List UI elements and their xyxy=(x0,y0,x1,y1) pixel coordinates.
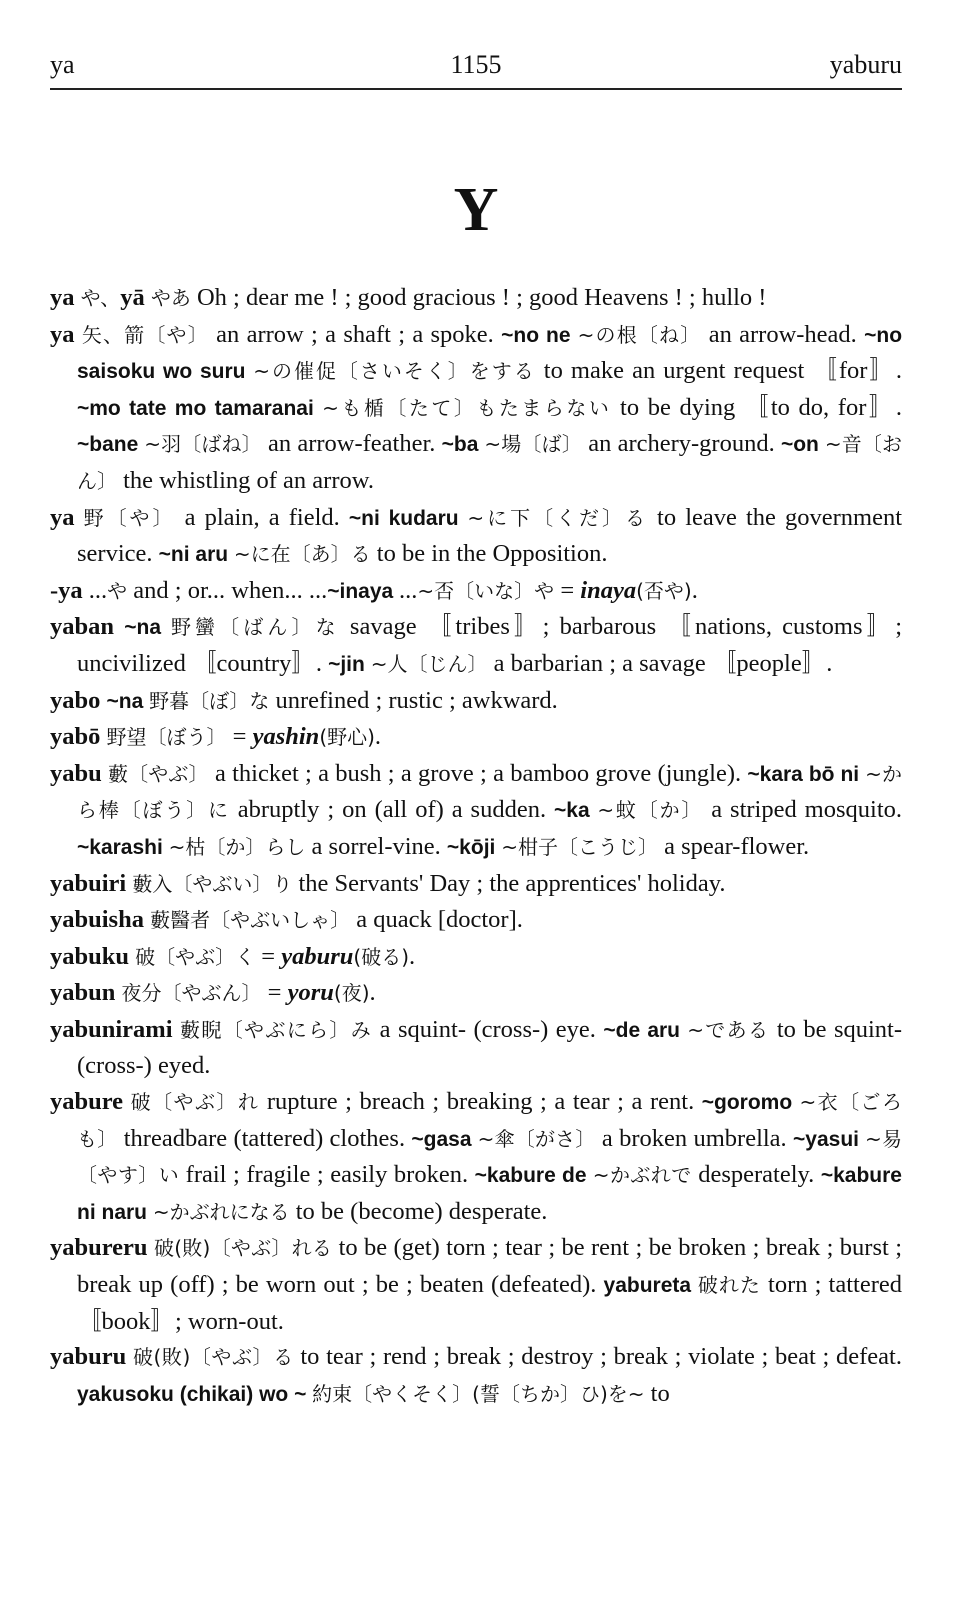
definition-text: threadbare (tattered) clothes. xyxy=(117,1124,412,1152)
example-phrase: ~ni aru xyxy=(158,543,234,567)
definition-text: frail ; fragile ; easily broken. xyxy=(179,1161,475,1189)
definition-text: savage 〚tribes〛; barbarous 〚nations, customs〛; uncivilized 〚country〛. xyxy=(77,613,902,677)
right-guide-word: yaburu xyxy=(829,50,902,79)
japanese-text: や xyxy=(107,578,128,603)
definition-text: Oh ; dear me ! ; good gracious ! ; good Heavens ! ; hullo ! xyxy=(190,284,767,311)
japanese-text: (野心) xyxy=(319,725,375,750)
definition-text: . xyxy=(691,576,698,604)
example-phrase: ~na xyxy=(124,616,171,640)
dictionary-entry xyxy=(50,902,902,939)
definition-text: to tear ; rend ; break ; destroy ; break ; violate ; beat ; defeat. xyxy=(293,1343,902,1371)
headword: yabun xyxy=(50,979,122,1007)
definition-text: an arrow-feather. xyxy=(261,430,442,458)
headword: yabuisha xyxy=(50,906,151,934)
dictionary-entry xyxy=(50,317,902,500)
japanese-text: 藪入〔やぶい〕り xyxy=(132,871,293,896)
definition-text: abruptly ; on (all of) a sudden. xyxy=(229,796,555,824)
definition-text: a plain, a field. xyxy=(175,503,349,531)
dictionary-entry xyxy=(50,719,902,756)
example-phrase: ~de aru xyxy=(603,1018,688,1042)
definition-text: an arrow ; a shaft ; a spoke. xyxy=(208,320,502,348)
definition-text: a quack [doctor]. xyxy=(350,906,523,934)
japanese-text: ~から棒〔ぼう〕に xyxy=(77,761,902,823)
definition-text: ... xyxy=(399,576,418,604)
headword: yabure xyxy=(50,1088,131,1116)
japanese-text: ~の根〔ね〕 xyxy=(577,322,702,347)
definition-text: an archery-ground. xyxy=(581,430,781,458)
japanese-text: ~衣〔ごろも〕 xyxy=(77,1090,902,1151)
example-phrase: ~kabure de xyxy=(474,1164,593,1188)
japanese-text: ~傘〔がさ〕 xyxy=(477,1126,596,1151)
japanese-text: 破〔やぶ〕く xyxy=(135,944,256,969)
japanese-text: ~も楯〔たて〕もたまらない xyxy=(322,395,612,420)
japanese-text: 破(敗)〔やぶ〕る xyxy=(132,1345,294,1370)
dictionary-entry xyxy=(50,683,902,720)
dictionary-entry xyxy=(50,756,902,866)
japanese-text: ~に在〔あ〕る xyxy=(233,542,371,567)
example-phrase: ~ba xyxy=(441,433,485,457)
example-phrase: ~yasui xyxy=(793,1127,866,1151)
definition-text: to be in the Opposition. xyxy=(370,540,608,568)
definition-text: an arrow-head. xyxy=(701,320,865,348)
japanese-text: (夜) xyxy=(333,981,370,1006)
definition-text: a sorrel-vine. xyxy=(305,832,447,860)
definition-text: a barbarian ; a savage 〚people〛. xyxy=(487,649,833,677)
definition-text: desperately. xyxy=(691,1161,821,1189)
japanese-text: 破れた xyxy=(697,1273,761,1298)
japanese-text: やあ xyxy=(150,286,191,310)
definition-text: unrefined ; rustic ; awkward. xyxy=(269,686,558,714)
cross-reference: yaburu xyxy=(281,942,354,970)
headword: yabu xyxy=(50,759,109,787)
example-phrase: yabureta xyxy=(603,1274,698,1298)
definition-text: . xyxy=(409,942,416,970)
headword: yabunirami xyxy=(50,1015,180,1043)
dictionary-entry xyxy=(50,1084,902,1230)
definition-text: the whistling of an arrow. xyxy=(117,466,374,494)
japanese-text: 破〔やぶ〕れ xyxy=(130,1090,260,1115)
japanese-text: 野〔や〕 xyxy=(83,505,176,530)
example-phrase: ~karashi xyxy=(77,835,169,859)
example-phrase: ~kabure ni naru xyxy=(77,1164,902,1224)
definition-text: to be dying 〚to do, for〛. xyxy=(611,393,902,421)
dictionary-entry xyxy=(50,1339,902,1412)
japanese-text: 野蠻〔ばん〕な xyxy=(170,615,340,640)
japanese-text: 藪睨〔やぶにら〕み xyxy=(180,1017,373,1042)
dictionary-entry xyxy=(50,939,902,976)
japanese-text: ~かぶれで xyxy=(592,1163,692,1188)
headword: ya xyxy=(50,284,81,311)
example-phrase: ~inaya xyxy=(327,579,400,603)
definition-text: to be (get) torn ; tear ; be rent ; be broken ; break ; burst ; break up (off) ; be worn out ; be ; beaten (defeated). xyxy=(77,1234,903,1299)
definition-text: ... xyxy=(88,576,108,604)
japanese-text: ~蚊〔か〕 xyxy=(597,798,704,823)
example-phrase: ~goromo xyxy=(701,1091,800,1115)
page-header xyxy=(50,48,902,90)
japanese-text: ~音〔おん〕 xyxy=(77,432,902,493)
page-number: 1155 xyxy=(450,50,502,79)
definition-text: a striped mosquito. xyxy=(703,796,903,824)
japanese-text: ~羽〔ばね〕 xyxy=(144,432,262,457)
japanese-text: 夜分〔やぶん〕 xyxy=(121,981,262,1006)
headword: yaban xyxy=(50,613,125,641)
section-letter: Y xyxy=(453,176,499,244)
japanese-text: (否や) xyxy=(636,578,692,603)
japanese-text: ~易〔やす〕い xyxy=(77,1126,902,1188)
cross-reference: yashin xyxy=(252,723,320,751)
japanese-text: ~である xyxy=(687,1017,770,1042)
dictionary-entry xyxy=(50,975,902,1012)
headword: ya xyxy=(50,320,82,348)
japanese-text: 藪醫者〔やぶいしゃ〕 xyxy=(150,908,351,933)
example-phrase: ~no saisoku wo suru xyxy=(77,323,903,384)
example-phrase: yakusoku (chikai) wo ~ xyxy=(77,1382,313,1406)
japanese-text: ~枯〔か〕らし xyxy=(168,834,306,859)
japanese-text: 野望〔ぼう〕 xyxy=(106,725,227,750)
definition-text: the Servants' Day ; the apprentices' holiday. xyxy=(292,869,726,897)
dictionary-entry xyxy=(50,573,902,610)
example-phrase: ~na xyxy=(106,689,150,713)
definition-text: to xyxy=(644,1379,670,1407)
japanese-text: 野暮〔ぼ〕な xyxy=(149,688,270,713)
headword: yabureru xyxy=(50,1234,154,1262)
entry-list xyxy=(50,280,902,1412)
example-phrase: ~bane xyxy=(77,433,145,457)
definition-text: = xyxy=(554,576,581,604)
japanese-text: ~かぶれになる xyxy=(152,1199,290,1224)
example-phrase: ~no ne xyxy=(501,323,578,347)
left-guide-word: ya xyxy=(50,50,75,79)
headword: yabuiri xyxy=(50,869,133,897)
definition-text: = xyxy=(261,979,288,1007)
cross-reference: inaya xyxy=(580,576,637,604)
japanese-text: ~に下〔くだ〕る xyxy=(467,505,648,530)
japanese-text: ~の催促〔さいそく〕をする xyxy=(253,359,536,384)
headword: yabō xyxy=(50,723,107,751)
definition-text: to make an urgent request 〚for〛. xyxy=(535,357,902,385)
definition-text: a squint- (cross-) eye. xyxy=(372,1015,604,1043)
headword: yabo xyxy=(50,686,107,714)
headword: yā xyxy=(120,284,151,311)
definition-text: = xyxy=(255,942,282,970)
example-phrase: ~on xyxy=(780,433,825,457)
dictionary-entry xyxy=(50,1230,902,1339)
definition-text: = xyxy=(226,723,253,751)
japanese-text: ~否〔いな〕や xyxy=(417,578,555,603)
dictionary-entry xyxy=(50,1012,902,1084)
example-phrase: ~ni kudaru xyxy=(348,506,468,530)
example-phrase: ~kara bō ni xyxy=(747,762,866,786)
japanese-text: (破る) xyxy=(353,944,409,969)
definition-text: a broken umbrella. xyxy=(595,1124,794,1152)
headword: yabuku xyxy=(50,942,136,970)
headword: -ya xyxy=(50,576,89,604)
definition-text: . xyxy=(369,979,376,1007)
example-phrase: ~gasa xyxy=(411,1127,478,1151)
definition-text: to be squint- (cross-) eyed. xyxy=(77,1015,902,1080)
japanese-text: ~柑子〔こうじ〕 xyxy=(501,834,658,859)
definition-text: . xyxy=(374,723,382,751)
definition-text: a thicket ; a bush ; a grove ; a bamboo grove (jungle). xyxy=(208,759,748,787)
example-phrase: ~mo tate mo tamaranai xyxy=(77,396,323,420)
definition-text: torn ; tattered 〚book〛; worn-out. xyxy=(77,1271,902,1335)
japanese-text: 破(敗)〔やぶ〕れる xyxy=(153,1236,333,1261)
japanese-text: 矢、箭〔や〕 xyxy=(81,322,209,347)
headword: ya xyxy=(50,503,84,531)
definition-text: to leave the government service. xyxy=(77,503,903,568)
definition-text: to be (become) desperate. xyxy=(289,1197,548,1225)
japanese-text: 藪〔やぶ〕 xyxy=(108,761,209,786)
cross-reference: yoru xyxy=(287,979,334,1007)
example-phrase: ~ka xyxy=(554,799,598,823)
example-phrase: ~jin xyxy=(328,652,371,676)
headword: yaburu xyxy=(50,1343,133,1371)
definition-text: rupture ; breach ; breaking ; a tear ; a rent. xyxy=(259,1088,702,1116)
dictionary-entry xyxy=(50,500,902,573)
japanese-text: ~場〔ば〕 xyxy=(484,432,582,457)
definition-text: a spear-flower. xyxy=(657,832,810,860)
example-phrase: ~kōji xyxy=(446,835,502,859)
japanese-text: 約束〔やくそく〕(誓〔ちか〕ひ)を~ xyxy=(312,1381,645,1406)
japanese-text: や、 xyxy=(80,286,121,310)
definition-text: and ; or... when... ... xyxy=(127,576,328,604)
dictionary-entry xyxy=(50,866,902,903)
japanese-text: ~人〔じん〕 xyxy=(370,651,488,676)
dictionary-entry xyxy=(50,609,902,682)
dictionary-entry xyxy=(50,280,902,317)
